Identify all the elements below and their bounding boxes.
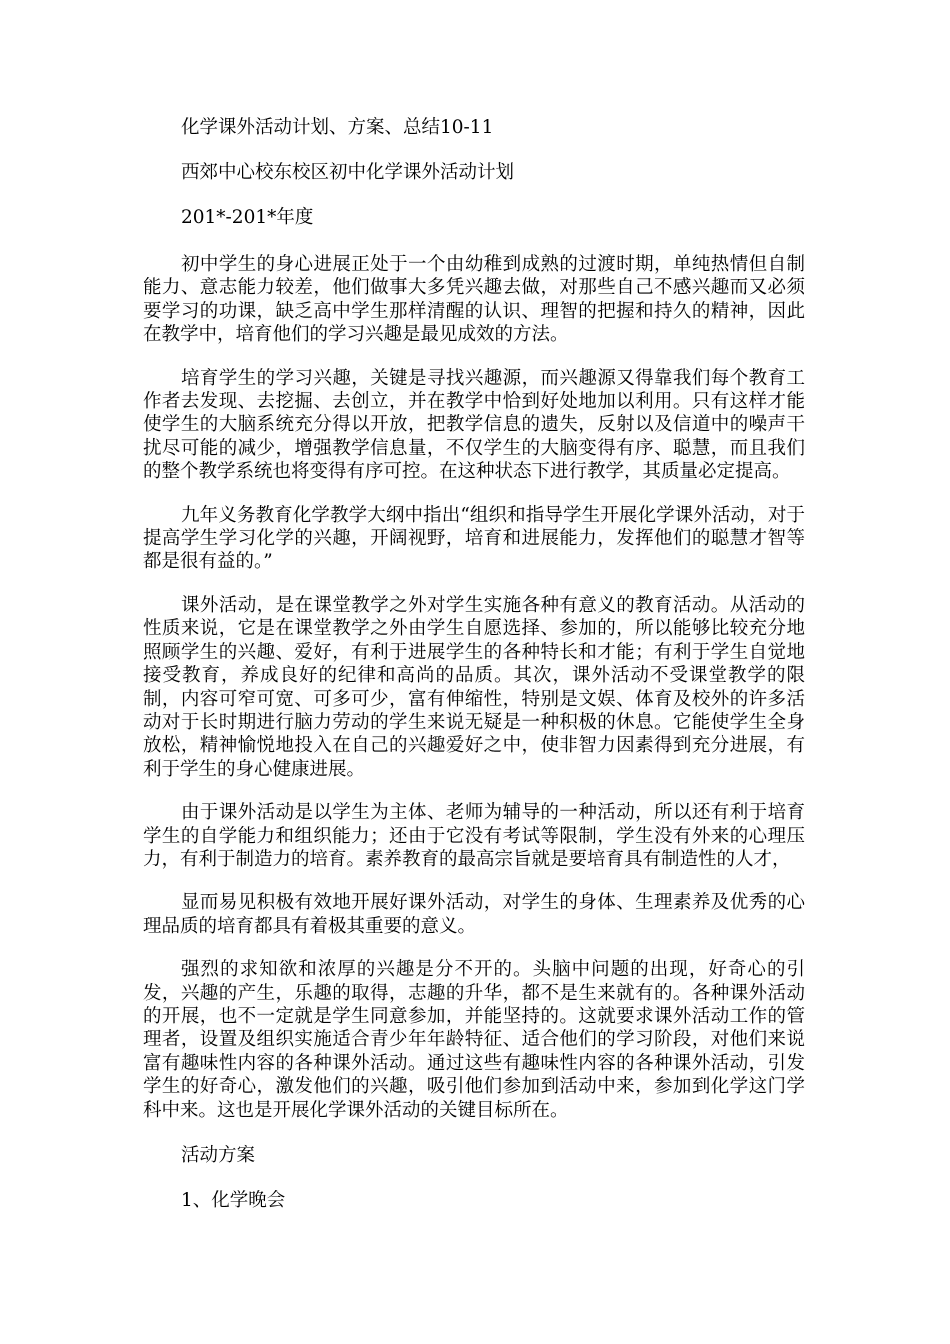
document-title: 化学课外活动计划、方案、总结10-11 [181, 117, 494, 138]
paragraph: 课外活动，是在课堂教学之外对学生实施各种有意义的教育活动。从活动的性质来说，它是在课堂教学之外由学生自愿选择、参加的，所以能够比较充分地照顾学生的兴趣、爱好，有利于进展学生的各种特长和才能；有利于学生自觉地接受教育，养成良好的纪律和高尚的品质。其次，课外活动不受课堂教学的限制，内容可窄可宽、可多可少，富有伸缩性，特别是文娱、体育及校外的许多活动对于长时期进行脑力劳动的学生来说无疑是一种积极的休息。它能使学生全身放松，精神愉悦地投入在自己的兴趣爱好之中，使非智力因素得到充分进展，有利于学生的身心健康进展。 [143, 594, 805, 780]
paragraph: 强烈的求知欲和浓厚的兴趣是分不开的。头脑中问题的出现，好奇心的引发，兴趣的产生，乐趣的取得，志趣的升华，都不是生来就有的。各种课外活动的开展，也不一定就是学生同意参加，并能坚持的。这就要求课外活动工作的管理者，设置及组织实施适合青少年年龄特征、适合他们的学习阶段，对他们来说富有趣味性内容的各种课外活动。通过这些有趣味性内容的各种课外活动，引发学生的好奇心，激发他们的兴趣，吸引他们参加到活动中来，参加到化学这门学科中来。这也是开展化学课外活动的关键目标所在。 [143, 959, 805, 1121]
document-subtitle: 西郊中心校东校区初中化学课外活动计划 [181, 162, 515, 183]
paragraph: 由于课外活动是以学生为主体、老师为辅导的一种活动，所以还有利于培育学生的自学能力和组织能力；还由于它没有考试等限制，学生没有外来的心理压力，有利于制造力的培育。素养教育的最高宗旨就是要培育具有制造性的人才， [143, 802, 805, 870]
document-body [143, 114, 805, 1232]
list-item: 1、化学晚会 [181, 1190, 286, 1211]
paragraph: 培育学生的学习兴趣，关键是寻找兴趣源，而兴趣源又得靠我们每个教育工作者去发现、去挖掘、去创立，并在教学中恰到好处地加以利用。只有这样才能使学生的大脑系统充分得以开放，把教学信息的遗失，反射以及信道中的噪声干扰尽可能的减少，增强教学信息量，不仅学生的大脑变得有序、聪慧，而且我们的整个教学系统也将变得有序可控。在这种状态下进行教学，其质量必定提高。 [143, 367, 805, 483]
section-heading: 活动方案 [181, 1145, 256, 1166]
document-year: 201*-201*年度 [181, 207, 314, 228]
paragraph: 显而易见积极有效地开展好课外活动，对学生的身体、生理素养及优秀的心理品质的培育都具有着极其重要的意义。 [143, 892, 805, 937]
paragraph: 九年义务教育化学教学大纲中指出“组织和指导学生开展化学课外活动，对于提高学生学习化学的兴趣，开阔视野，培育和进展能力，发挥他们的聪慧才智等都是很有益的。” [143, 504, 805, 573]
paragraph: 初中学生的身心进展正处于一个由幼稚到成熟的过渡时期，单纯热情但自制能力、意志能力较差，他们做事大多凭兴趣去做，对那些自己不感兴趣而又必须要学习的功课，缺乏高中学生那样清醒的认识、理智的把握和持久的精神，因此在教学中，培育他们的学习兴趣是最见成效的方法。 [143, 254, 805, 346]
